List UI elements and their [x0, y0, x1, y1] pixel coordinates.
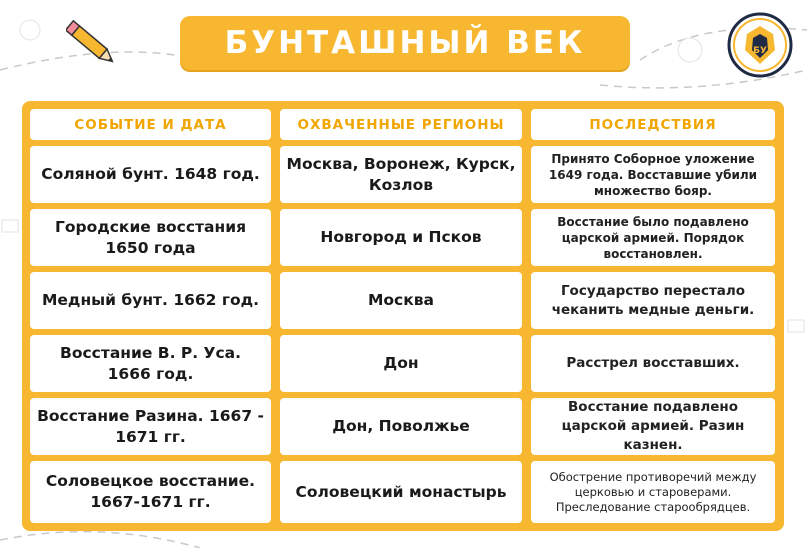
pencil-icon: [66, 20, 122, 72]
header-consequences: ПОСЛЕДСТВИЯ: [531, 109, 775, 140]
row-2-event: Городские восстания 1650 года: [30, 209, 271, 266]
row-4-consequences: Расстрел восставших.: [531, 335, 775, 392]
row-2-consequences: Восстание было подавлено царской армией. Порядок восстановлен.: [531, 209, 775, 266]
row-1-consequences: Принято Соборное уложение 1649 года. Восставшие убили множество бояр.: [531, 146, 775, 203]
row-6-consequences: Обострение противоречий между церковью и староверами. Преследование старообрядцев.: [531, 461, 775, 523]
row-6-event: Соловецкое восстание. 1667-1671 гг.: [30, 461, 271, 523]
title-banner: [180, 16, 630, 70]
logo-text: БУ: [753, 46, 767, 56]
row-4-event: Восстание В. Р. Уса. 1666 год.: [30, 335, 271, 392]
row-5-regions: Дон, Поволжье: [280, 398, 522, 455]
row-3-consequences: Государство перестало чеканить медные деньги.: [531, 272, 775, 329]
lion-logo-icon: [727, 12, 793, 78]
row-5-event: Восстание Разина. 1667 - 1671 гг.: [30, 398, 271, 455]
row-3-event: Медный бунт. 1662 год.: [30, 272, 271, 329]
row-1-event: Соляной бунт. 1648 год.: [30, 146, 271, 203]
row-4-regions: Дон: [280, 335, 522, 392]
row-6-regions: Соловецкий монастырь: [280, 461, 522, 523]
header-regions: ОХВАЧЕННЫЕ РЕГИОНЫ: [280, 109, 522, 140]
row-3-regions: Москва: [280, 272, 522, 329]
page-title: БУНТАШНЫЙ ВЕК: [224, 25, 586, 61]
row-5-consequences: Восстание подавлено царской армией. Разин казнен.: [531, 398, 775, 455]
row-2-regions: Новгород и Псков: [280, 209, 522, 266]
header-event: СОБЫТИЕ И ДАТА: [30, 109, 271, 140]
row-1-regions: Москва, Воронеж, Курск, Козлов: [280, 146, 522, 203]
history-table: [22, 101, 784, 531]
